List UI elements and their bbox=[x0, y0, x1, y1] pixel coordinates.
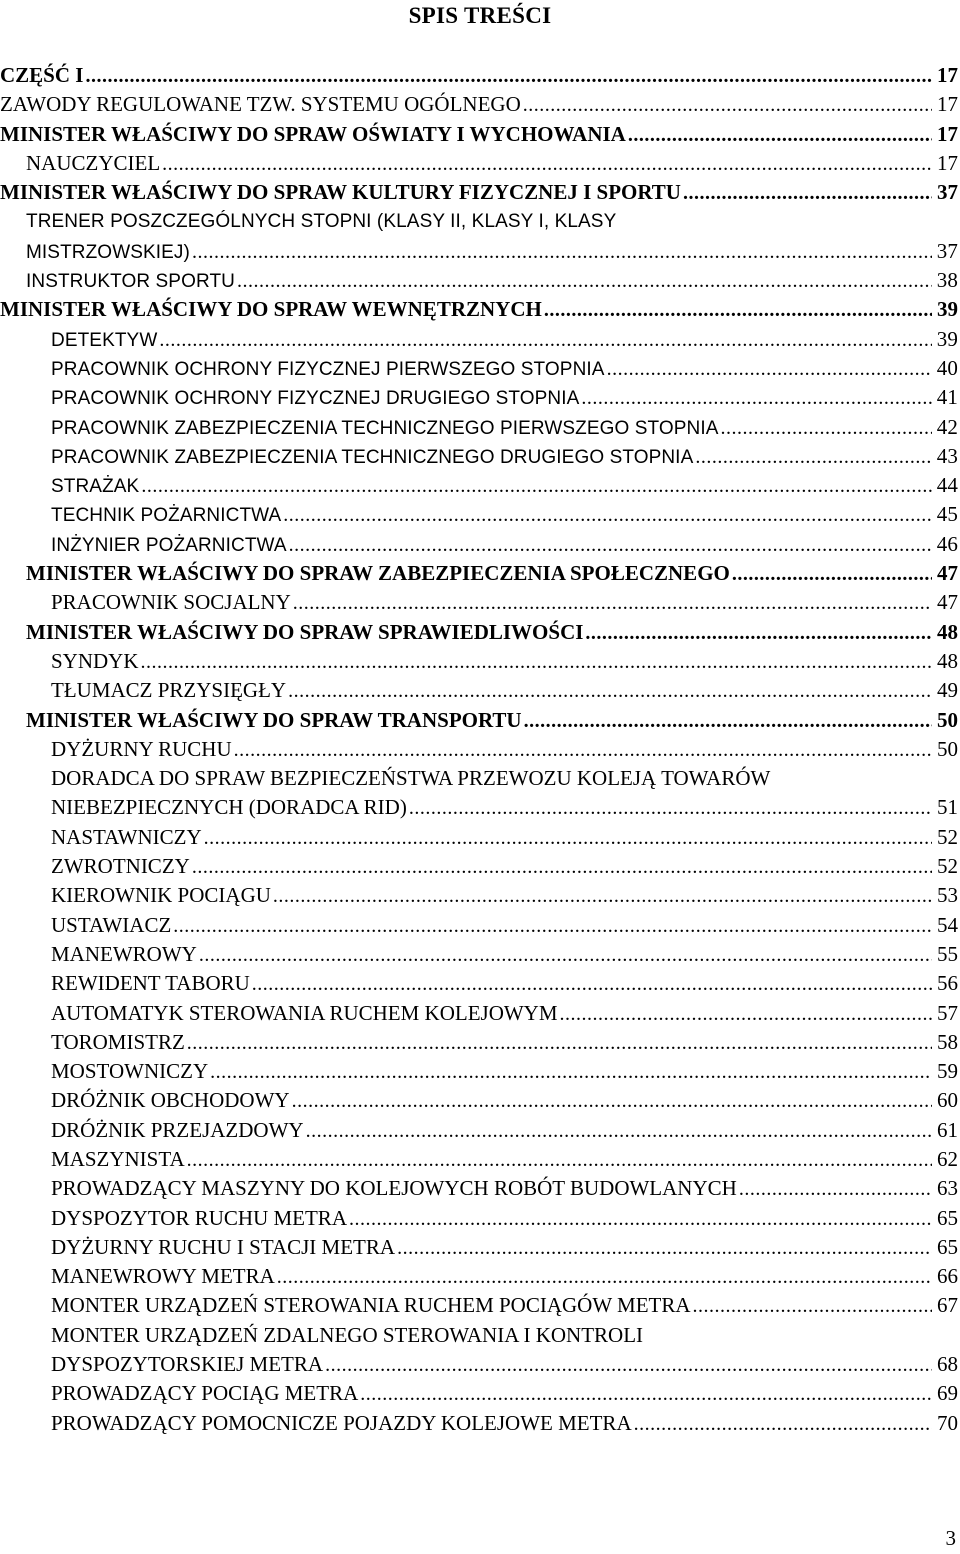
toc-page-number: 62 bbox=[937, 1146, 958, 1171]
toc-page-number: 43 bbox=[936, 443, 958, 468]
toc-page-number: 66 bbox=[937, 1264, 958, 1289]
dot-leader bbox=[234, 736, 932, 765]
toc-entry-label: NASTAWNICZY bbox=[51, 824, 202, 849]
toc-entry-label: MINISTER WŁAŚCIWY DO SPRAW OŚWIATY I WYCHOWANIA bbox=[0, 121, 626, 146]
toc-entry[interactable] bbox=[0, 413, 960, 442]
toc-page-number: 68 bbox=[937, 1352, 958, 1377]
toc-entry[interactable] bbox=[0, 618, 960, 647]
dot-leader bbox=[523, 91, 932, 120]
toc-page-number: 44 bbox=[936, 473, 958, 498]
toc-entry-label: TŁUMACZ PRZYSIĘGŁY bbox=[51, 678, 287, 703]
dot-leader bbox=[162, 150, 932, 179]
dot-leader bbox=[159, 326, 932, 355]
dot-leader bbox=[199, 941, 932, 970]
toc-entry[interactable] bbox=[0, 530, 960, 559]
dot-leader bbox=[192, 853, 932, 882]
toc-entry-label: PROWADZĄCY POMOCNICZE POJAZDY KOLEJOWE METRA bbox=[51, 1410, 632, 1435]
toc-entry-label: TECHNIK POŻARNICTWA bbox=[51, 505, 282, 527]
toc-page-number: 57 bbox=[937, 1000, 958, 1025]
toc-page-number: 17 bbox=[937, 92, 958, 117]
dot-leader bbox=[292, 1087, 932, 1116]
toc-entry[interactable] bbox=[0, 90, 960, 119]
toc-page-number: 48 bbox=[937, 648, 958, 673]
toc-entry-label-continued: NIEBEZPIECZNYCH (DORADCA RID) bbox=[51, 795, 407, 820]
toc-entry-label: SYNDYK bbox=[51, 648, 139, 673]
dot-leader bbox=[349, 1205, 932, 1234]
toc-page-number: 40 bbox=[936, 355, 958, 380]
toc-entry-label: PRACOWNIK ZABEZPIECZENIA TECHNICZNEGO DRUGIEGO STOPNIA bbox=[51, 446, 694, 468]
toc-entry[interactable] bbox=[0, 237, 960, 266]
toc-entry[interactable] bbox=[0, 325, 960, 354]
toc-entry[interactable] bbox=[0, 911, 960, 940]
toc-entry[interactable] bbox=[0, 1233, 960, 1262]
dot-leader bbox=[289, 531, 932, 560]
dot-leader bbox=[693, 1292, 932, 1321]
toc-entry-label: MOSTOWNICZY bbox=[51, 1059, 209, 1084]
toc-entry-label: PRACOWNIK OCHRONY FIZYCZNEJ PIERWSZEGO STOPNIA bbox=[51, 358, 605, 380]
toc-entry[interactable] bbox=[0, 999, 960, 1028]
toc-entry-label: NAUCZYCIEL bbox=[26, 150, 161, 175]
toc-entry[interactable] bbox=[0, 881, 960, 910]
dot-leader bbox=[293, 589, 932, 618]
dot-leader bbox=[683, 179, 932, 208]
toc-entry-label: INSTRUKTOR SPORTU bbox=[26, 271, 235, 293]
table-of-contents bbox=[0, 61, 960, 1438]
dot-leader bbox=[695, 443, 932, 472]
toc-page-number: 53 bbox=[937, 883, 958, 908]
toc-page-number: 48 bbox=[937, 619, 958, 644]
toc-entry[interactable] bbox=[0, 647, 960, 676]
dot-leader bbox=[544, 296, 932, 325]
toc-entry[interactable] bbox=[0, 969, 960, 998]
toc-page-number: 61 bbox=[937, 1117, 958, 1142]
toc-page-number: 39 bbox=[937, 297, 958, 322]
toc-entry[interactable] bbox=[0, 149, 960, 178]
dot-leader bbox=[283, 501, 932, 530]
toc-page-number: 56 bbox=[937, 971, 958, 996]
toc-entry-label: DYŻURNY RUCHU I STACJI METRA bbox=[51, 1234, 396, 1259]
toc-entry-label: PRACOWNIK SOCJALNY bbox=[51, 590, 291, 615]
dot-leader bbox=[634, 1410, 932, 1439]
toc-entry-label: ZWROTNICZY bbox=[51, 854, 190, 879]
toc-page-number: 46 bbox=[936, 531, 958, 556]
toc-entry[interactable] bbox=[0, 735, 960, 764]
toc-entry-label: KIEROWNIK POCIĄGU bbox=[51, 883, 271, 908]
toc-entry-label: PRACOWNIK ZABEZPIECZENIA TECHNICZNEGO PIERWSZEGO STOPNIA bbox=[51, 417, 719, 439]
dot-leader bbox=[141, 472, 932, 501]
dot-leader bbox=[288, 677, 932, 706]
toc-page-number: 47 bbox=[937, 590, 958, 615]
dot-leader bbox=[739, 1175, 932, 1204]
dot-leader bbox=[85, 62, 932, 91]
toc-entry[interactable] bbox=[0, 266, 960, 295]
toc-page-number: 39 bbox=[936, 326, 958, 351]
toc-entry-label: INŻYNIER POŻARNICTWA bbox=[51, 534, 287, 556]
toc-entry-label: DORADCA DO SPRAW BEZPIECZEŃSTWA PRZEWOZU KOLEJĄ TOWARÓW bbox=[51, 766, 771, 791]
toc-entry[interactable] bbox=[0, 852, 960, 881]
toc-entry[interactable] bbox=[0, 1291, 960, 1320]
toc-page-number: 67 bbox=[937, 1293, 958, 1318]
toc-entry-label: MINISTER WŁAŚCIWY DO SPRAW SPRAWIEDLIWOŚCI bbox=[26, 619, 584, 644]
toc-entry[interactable] bbox=[0, 442, 960, 471]
toc-page-number: 69 bbox=[937, 1381, 958, 1406]
toc-page-number: 37 bbox=[937, 180, 958, 205]
toc-entry[interactable] bbox=[0, 588, 960, 617]
dot-leader bbox=[252, 970, 932, 999]
toc-entry[interactable] bbox=[0, 1204, 960, 1233]
toc-page-number: 17 bbox=[937, 150, 958, 175]
toc-entry-label: CZĘŚĆ I bbox=[0, 63, 84, 87]
toc-entry-label: AUTOMATYK STEROWANIA RUCHEM KOLEJOWYM bbox=[51, 1000, 558, 1025]
toc-entry[interactable] bbox=[0, 1116, 960, 1145]
dot-leader bbox=[732, 560, 932, 589]
toc-entry[interactable] bbox=[0, 383, 960, 412]
toc-entry-label: MANEWROWY bbox=[51, 941, 197, 966]
toc-entry-label: PRACOWNIK OCHRONY FIZYCZNEJ DRUGIEGO STOPNIA bbox=[51, 388, 580, 410]
toc-entry-label: MINISTER WŁAŚCIWY DO SPRAW ZABEZPIECZENIA SPOŁECZNEGO bbox=[26, 561, 730, 586]
dot-leader bbox=[187, 1029, 932, 1058]
toc-page-number: 17 bbox=[937, 63, 958, 87]
toc-page-number: 41 bbox=[936, 385, 958, 410]
toc-entry-label-continued: MISTRZOWSKIEJ) bbox=[26, 241, 190, 263]
toc-entry[interactable] bbox=[0, 676, 960, 705]
dot-leader bbox=[237, 267, 932, 296]
toc-entry-label: DETEKTYW bbox=[51, 329, 158, 351]
page-number: 3 bbox=[945, 1526, 956, 1550]
toc-entry-label: DRÓŻNIK PRZEJAZDOWY bbox=[51, 1117, 304, 1142]
dot-leader bbox=[187, 1146, 932, 1175]
toc-entry[interactable] bbox=[0, 295, 960, 324]
toc-page-number: 65 bbox=[937, 1205, 958, 1230]
toc-page-number: 49 bbox=[937, 678, 958, 703]
toc-entry-label: MONTER URZĄDZEŃ STEROWANIA RUCHEM POCIĄGÓW METRA bbox=[51, 1293, 691, 1318]
toc-entry[interactable] bbox=[0, 178, 960, 207]
toc-entry[interactable] bbox=[0, 354, 960, 383]
page-title: SPIS TREŚCI bbox=[408, 3, 552, 28]
toc-entry[interactable] bbox=[0, 940, 960, 969]
dot-leader bbox=[560, 1000, 932, 1029]
dot-leader bbox=[192, 238, 932, 267]
dot-leader bbox=[273, 882, 932, 911]
toc-page-number: 52 bbox=[937, 824, 958, 849]
dot-leader bbox=[277, 1263, 932, 1292]
toc-entry-line[interactable] bbox=[0, 764, 960, 793]
toc-entry[interactable] bbox=[0, 500, 960, 529]
toc-entry-label: PROWADZĄCY MASZYNY DO KOLEJOWYCH ROBÓT BUDOWLANYCH bbox=[51, 1176, 737, 1201]
toc-entry[interactable] bbox=[0, 1262, 960, 1291]
toc-page-number: 38 bbox=[936, 268, 958, 293]
toc-page-number: 42 bbox=[936, 414, 958, 439]
toc-entry-label: MINISTER WŁAŚCIWY DO SPRAW TRANSPORTU bbox=[26, 707, 522, 732]
toc-entry-label: MANEWROWY METRA bbox=[51, 1264, 275, 1289]
toc-entry[interactable] bbox=[0, 1145, 960, 1174]
toc-page-number: 60 bbox=[937, 1088, 958, 1113]
toc-entry-label: DRÓŻNIK OBCHODOWY bbox=[51, 1088, 290, 1113]
dot-leader bbox=[721, 414, 932, 443]
toc-entry[interactable] bbox=[0, 120, 960, 149]
toc-entry[interactable] bbox=[0, 1086, 960, 1115]
toc-entry-line[interactable] bbox=[0, 1321, 960, 1350]
toc-entry-label: DYSPOZYTOR RUCHU METRA bbox=[51, 1205, 347, 1230]
toc-entry-line[interactable] bbox=[0, 207, 960, 236]
dot-leader bbox=[585, 619, 932, 648]
toc-entry[interactable] bbox=[0, 61, 960, 90]
toc-entry-label: MASZYNISTA bbox=[51, 1146, 185, 1171]
toc-page-number: 70 bbox=[937, 1410, 958, 1435]
dot-leader bbox=[409, 794, 932, 823]
dot-leader bbox=[524, 707, 932, 736]
toc-entry[interactable] bbox=[0, 559, 960, 588]
toc-entry-label: DYŻURNY RUCHU bbox=[51, 736, 232, 761]
toc-entry-label: ZAWODY REGULOWANE TZW. SYSTEMU OGÓLNEGO bbox=[0, 92, 521, 117]
toc-entry-label: MONTER URZĄDZEŃ ZDALNEGO STEROWANIA I KONTROLI bbox=[51, 1322, 644, 1347]
dot-leader bbox=[628, 121, 932, 150]
toc-entry-label: MINISTER WŁAŚCIWY DO SPRAW KULTURY FIZYCZNEJ I SPORTU bbox=[0, 180, 681, 205]
toc-page-number: 63 bbox=[937, 1176, 958, 1201]
toc-entry[interactable] bbox=[0, 1350, 960, 1379]
toc-entry-label: USTAWIACZ bbox=[51, 912, 172, 937]
dot-leader bbox=[204, 824, 932, 853]
toc-page-number: 37 bbox=[936, 238, 958, 263]
toc-page-number: 54 bbox=[937, 912, 958, 937]
dot-leader bbox=[173, 912, 932, 941]
toc-entry[interactable] bbox=[0, 793, 960, 822]
toc-entry[interactable] bbox=[0, 706, 960, 735]
dot-leader bbox=[141, 648, 932, 677]
toc-entry-label: PROWADZĄCY POCIĄG METRA bbox=[51, 1381, 359, 1406]
toc-page-number: 52 bbox=[937, 854, 958, 879]
toc-page-number: 59 bbox=[937, 1059, 958, 1084]
toc-entry[interactable] bbox=[0, 1379, 960, 1408]
toc-entry-label: REWIDENT TABORU bbox=[51, 971, 250, 996]
dot-leader bbox=[210, 1058, 932, 1087]
toc-page-number: 55 bbox=[937, 941, 958, 966]
toc-entry-label: TOROMISTRZ bbox=[51, 1029, 185, 1054]
dot-leader bbox=[581, 384, 932, 413]
toc-entry-label: TRENER POSZCZEGÓLNYCH STOPNI (KLASY II, KLASY I, KLASY bbox=[26, 211, 617, 233]
toc-entry[interactable] bbox=[0, 1057, 960, 1086]
toc-entry[interactable] bbox=[0, 1409, 960, 1438]
toc-page-number: 58 bbox=[937, 1029, 958, 1054]
toc-entry[interactable] bbox=[0, 1028, 960, 1057]
dot-leader bbox=[397, 1234, 932, 1263]
toc-page-number: 51 bbox=[937, 795, 958, 820]
toc-entry[interactable] bbox=[0, 823, 960, 852]
toc-page-number: 50 bbox=[937, 736, 958, 761]
dot-leader bbox=[325, 1351, 932, 1380]
toc-page-number: 47 bbox=[937, 561, 958, 586]
toc-page-number: 65 bbox=[937, 1234, 958, 1259]
dot-leader bbox=[306, 1117, 932, 1146]
dot-leader bbox=[607, 355, 932, 384]
toc-entry-label: STRAŻAK bbox=[51, 476, 140, 498]
toc-entry[interactable] bbox=[0, 1174, 960, 1203]
dot-leader bbox=[360, 1380, 932, 1409]
toc-entry-label: MINISTER WŁAŚCIWY DO SPRAW WEWNĘTRZNYCH bbox=[0, 297, 542, 322]
toc-page-number: 50 bbox=[937, 707, 958, 732]
toc-page-number: 17 bbox=[937, 121, 958, 146]
toc-page-number: 45 bbox=[936, 502, 958, 527]
toc-entry-label-continued: DYSPOZYTORSKIEJ METRA bbox=[51, 1352, 324, 1377]
toc-entry[interactable] bbox=[0, 471, 960, 500]
